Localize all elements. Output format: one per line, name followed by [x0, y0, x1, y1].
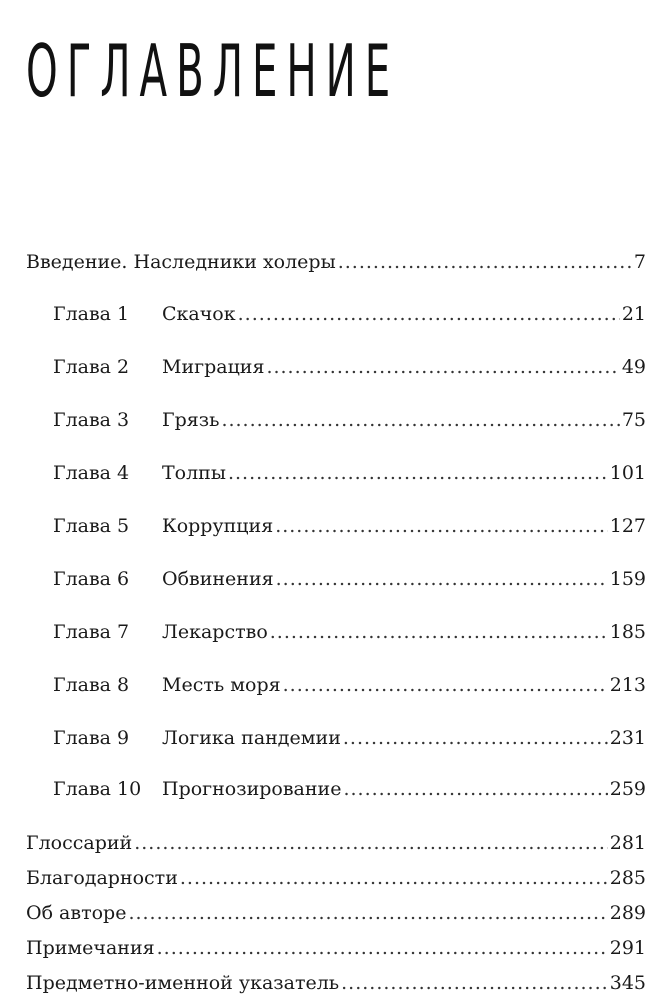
page-number: 127: [609, 515, 646, 537]
page-title: ОГЛАВЛЕНИЕ: [26, 29, 400, 113]
toc-entry-back-matter[interactable]: [26, 829, 646, 857]
dot-leader: [341, 969, 608, 997]
dot-leader: [343, 775, 607, 803]
dot-leader: [228, 459, 608, 487]
entry-title: Прогнозирование: [162, 778, 342, 800]
entry-title: Логика пандемии: [162, 727, 341, 749]
toc-entry-chapter[interactable]: [26, 724, 646, 752]
dot-leader: [270, 618, 608, 646]
toc-entry-intro[interactable]: [26, 248, 646, 276]
page-number: 285: [609, 867, 646, 889]
dot-leader: [157, 934, 608, 962]
toc-entry-chapter[interactable]: [26, 459, 646, 487]
dot-leader: [283, 671, 608, 699]
toc-entry-back-matter[interactable]: [26, 899, 646, 927]
page-number: 231: [609, 727, 646, 749]
toc-entry-chapter[interactable]: [26, 512, 646, 540]
page-number: 7: [633, 251, 646, 273]
entry-title: Грязь: [162, 409, 220, 431]
entry-title: Введение. Наследники холеры: [26, 251, 336, 273]
entry-title: Обвинения: [162, 568, 274, 590]
chapter-label: Глава 2: [53, 356, 130, 378]
page-number: 213: [609, 674, 646, 696]
entry-title: Примечания: [26, 937, 155, 959]
dot-leader: [275, 512, 608, 540]
toc-entry-chapter[interactable]: [26, 671, 646, 699]
entry-title: Коррупция: [162, 515, 274, 537]
entry-title: Толпы: [162, 462, 226, 484]
entry-title: Миграция: [162, 356, 265, 378]
entry-title: Месть моря: [162, 674, 281, 696]
chapter-label: Глава 10: [53, 778, 142, 800]
dot-leader: [276, 565, 608, 593]
page-number: 185: [609, 621, 646, 643]
chapter-label: Глава 8: [53, 674, 130, 696]
page-number: 101: [609, 462, 646, 484]
entry-title: Скачок: [162, 303, 236, 325]
toc-entry-back-matter[interactable]: [26, 969, 646, 997]
page-number: 281: [609, 832, 646, 854]
dot-leader: [134, 829, 608, 857]
entry-title: Благодарности: [26, 867, 178, 889]
toc-entry-back-matter[interactable]: [26, 934, 646, 962]
dot-leader: [238, 300, 620, 328]
chapter-label: Глава 5: [53, 515, 130, 537]
entry-title: Об авторе: [26, 902, 127, 924]
dot-leader: [266, 353, 619, 381]
chapter-label: Глава 6: [53, 568, 130, 590]
chapter-label: Глава 7: [53, 621, 130, 643]
toc-entry-chapter[interactable]: [26, 406, 646, 434]
page-number: 21: [621, 303, 646, 325]
page-number: 159: [609, 568, 646, 590]
page-number: 345: [609, 972, 646, 994]
toc-entry-chapter[interactable]: [26, 618, 646, 646]
dot-leader: [128, 899, 607, 927]
entry-title: Глоссарий: [26, 832, 133, 854]
page-number: 75: [621, 409, 646, 431]
toc-entry-chapter[interactable]: [26, 775, 646, 803]
page-number: 259: [609, 778, 646, 800]
chapter-label: Глава 1: [53, 303, 130, 325]
toc-entry-chapter[interactable]: [26, 353, 646, 381]
chapter-label: Глава 4: [53, 462, 130, 484]
toc-entry-chapter[interactable]: [26, 565, 646, 593]
dot-leader: [180, 864, 608, 892]
toc-entry-chapter[interactable]: [26, 300, 646, 328]
dot-leader: [338, 248, 632, 276]
dot-leader: [343, 724, 608, 752]
chapter-label: Глава 3: [53, 409, 130, 431]
page-number: 291: [609, 937, 646, 959]
entry-title: Лекарство: [162, 621, 268, 643]
entry-title: Предметно-именной указатель: [26, 972, 340, 994]
page-number: 49: [621, 356, 646, 378]
chapter-label: Глава 9: [53, 727, 130, 749]
page-number: 289: [609, 902, 646, 924]
dot-leader: [221, 406, 619, 434]
toc-entry-back-matter[interactable]: [26, 864, 646, 892]
